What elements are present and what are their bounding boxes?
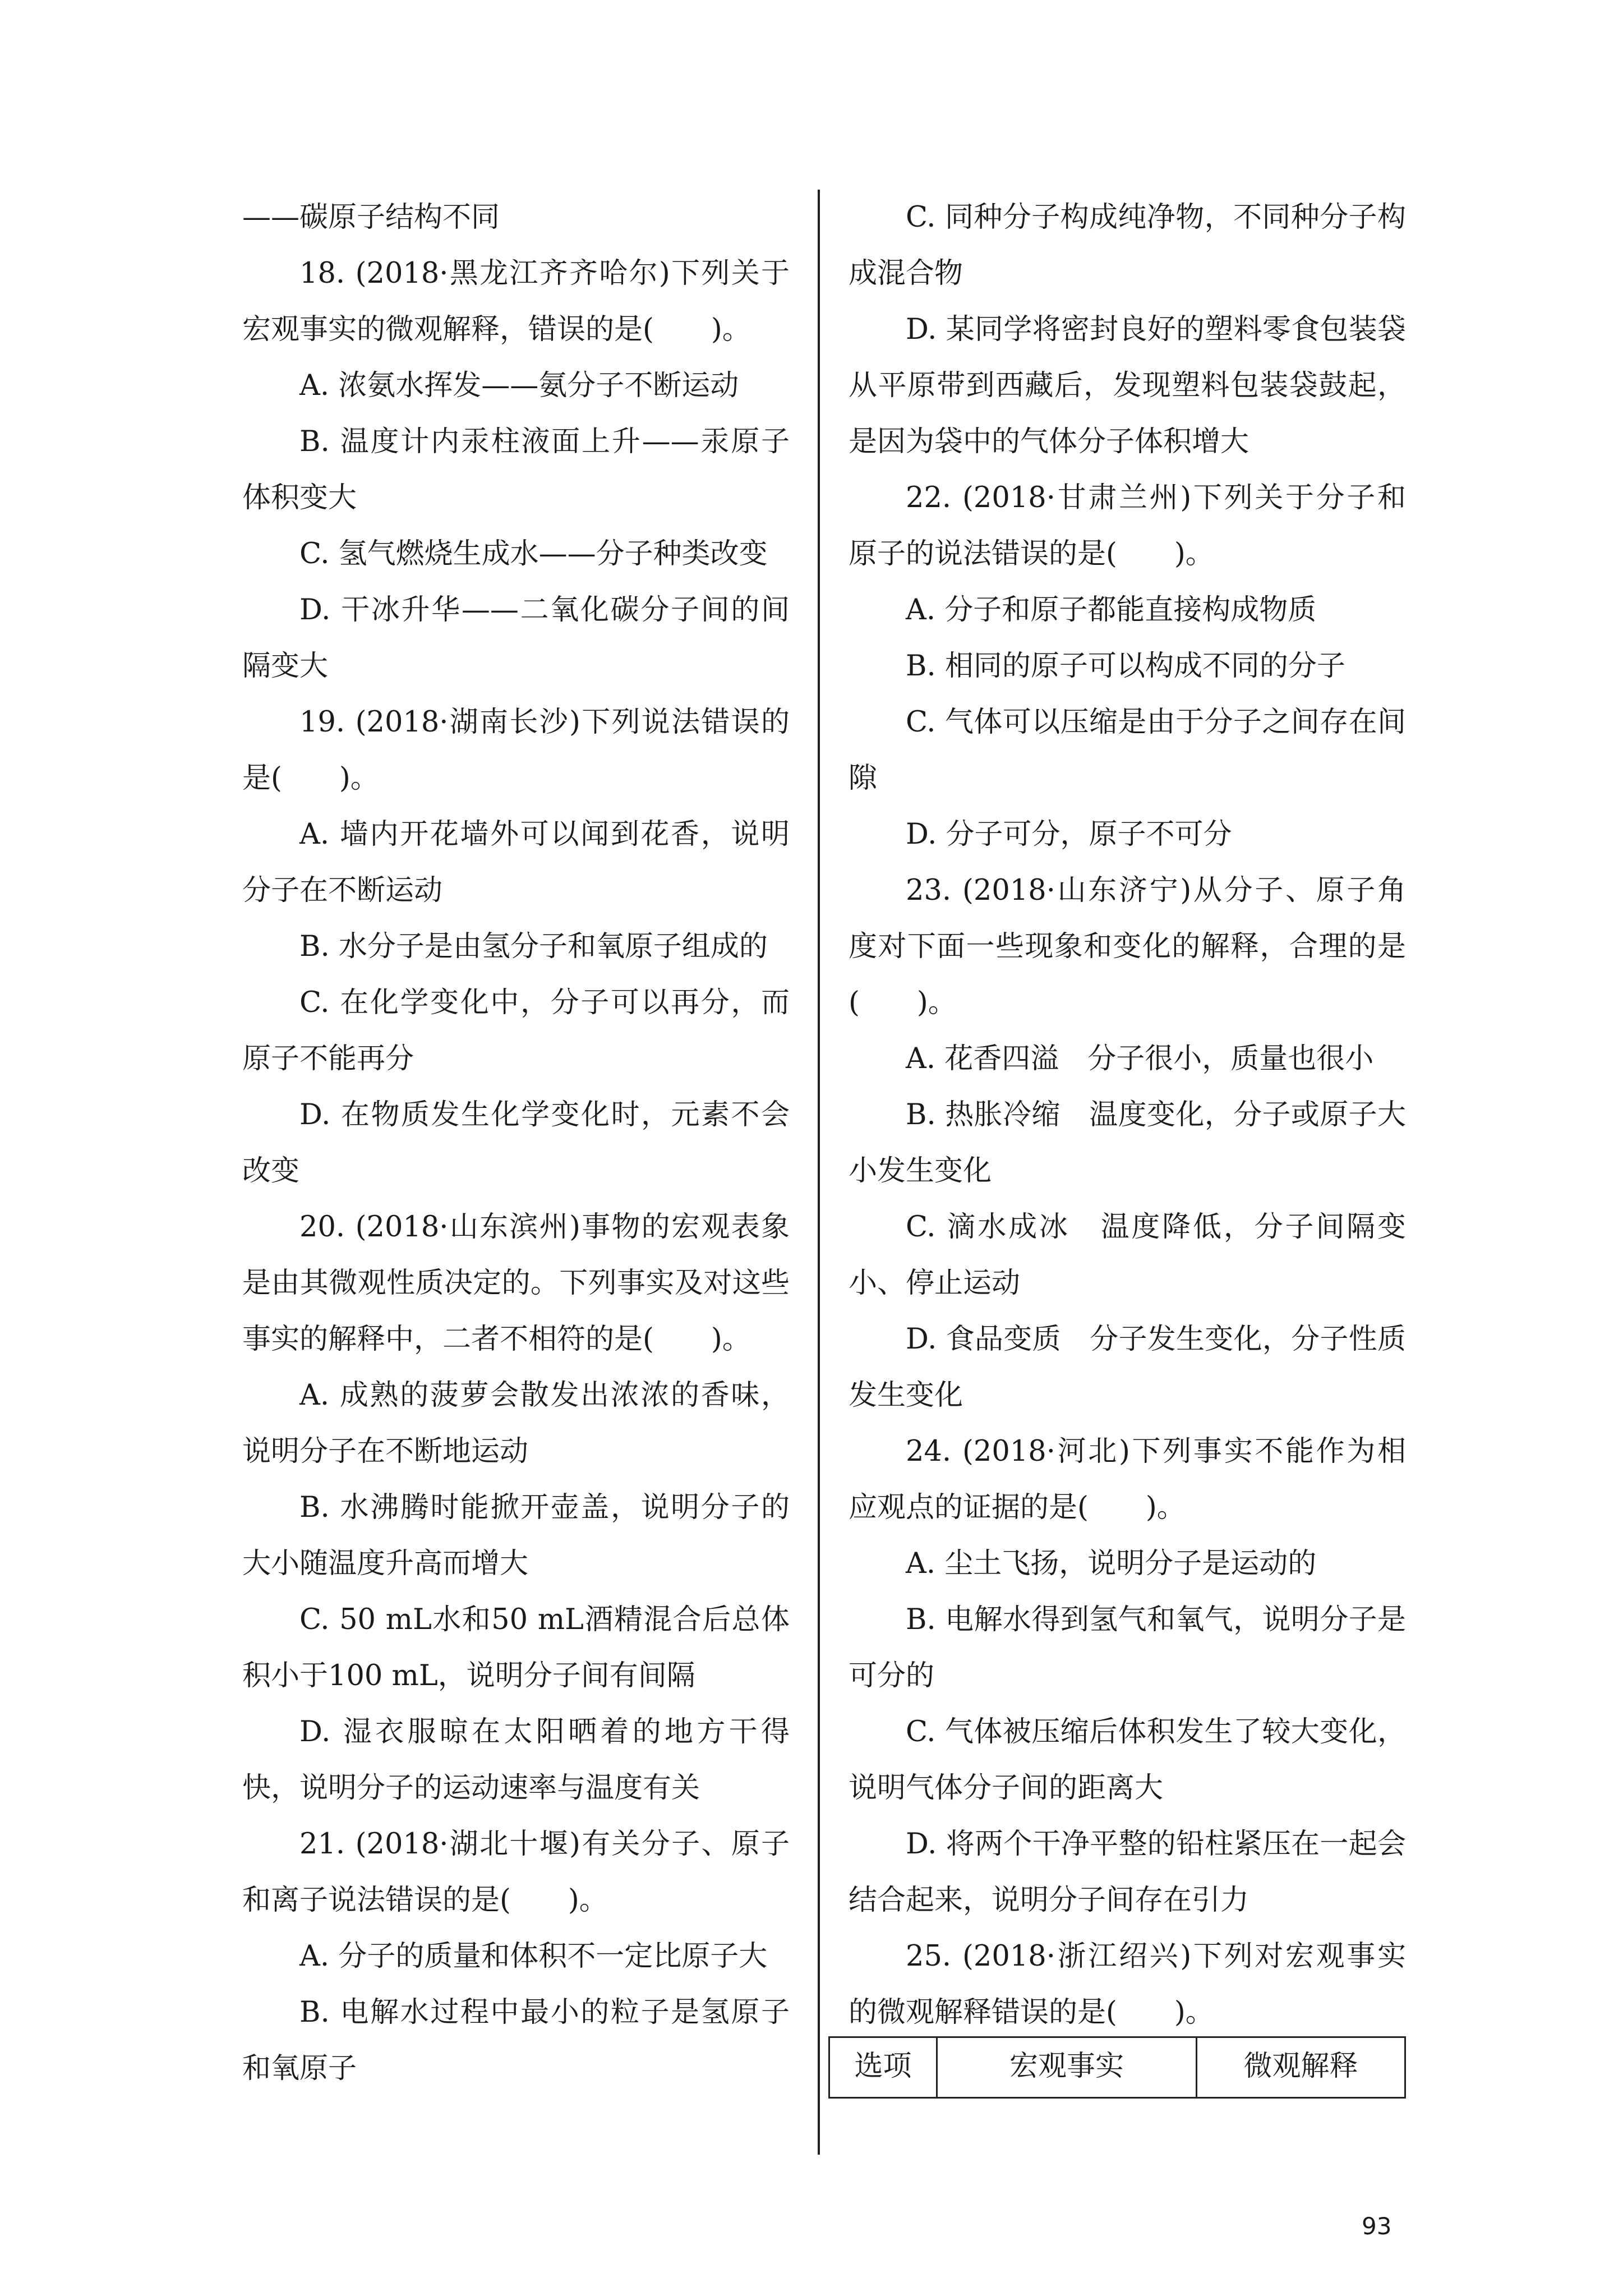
right-column-paragraph: C. 气体被压缩后体积发生了较大变化，说明气体分子间的距离大 — [849, 1715, 1406, 1805]
left-column-paragraph: B. 水沸腾时能掀开壶盖，说明分子的大小随温度升高而增大 — [242, 1491, 790, 1580]
right-column — [849, 190, 1406, 2041]
right-column-paragraph: B. 相同的原子可以构成不同的分子 — [906, 650, 1345, 683]
right-column-paragraph: C. 滴水成冰 温度降低，分子间隔变小、停止运动 — [849, 1211, 1406, 1300]
left-column-paragraph: A. 成熟的菠萝会散发出浓浓的香味，说明分子在不断地运动 — [242, 1379, 790, 1468]
right-column-paragraph: A. 尘土飞扬，说明分子是运动的 — [906, 1547, 1317, 1580]
left-column-paragraph: B. 温度计内汞柱液面上升——汞原子体积变大 — [242, 425, 790, 514]
left-column-paragraph: B. 电解水过程中最小的粒子是氢原子和氧原子 — [242, 1996, 790, 2085]
table-header-row — [829, 2037, 1405, 2098]
left-column-paragraph: A. 墙内开花墙外可以闻到花香，说明分子在不断运动 — [242, 818, 790, 907]
left-column-paragraph: C. 氢气燃烧生成水——分子种类改变 — [299, 537, 768, 570]
table-header-micro-explanation: 微观解释 — [1197, 2037, 1405, 2098]
table-header-option: 选项 — [829, 2037, 937, 2098]
page-number: 93 — [1362, 2212, 1392, 2240]
right-column-paragraph: B. 电解水得到氢气和氧气，说明分子是可分的 — [849, 1603, 1406, 1692]
right-column-paragraph: A. 分子和原子都能直接构成物质 — [906, 593, 1317, 627]
left-column-paragraph: C. 50 mL水和50 mL酒精混合后总体积小于100 mL，说明分子间有间隔 — [242, 1603, 790, 1692]
right-column-paragraph: B. 热胀冷缩 温度变化，分子或原子大小发生变化 — [849, 1098, 1406, 1188]
left-column-paragraph: ——碳原子结构不同 — [242, 201, 500, 234]
right-column-paragraph: 22. (2018·甘肃兰州)下列关于分子和原子的说法错误的是( )。 — [849, 481, 1406, 570]
right-column-paragraph: D. 某同学将密封良好的塑料零食包装袋从平原带到西藏后，发现塑料包装袋鼓起，是因为袋中的气体分子体积增大 — [849, 313, 1406, 458]
left-column-paragraph: 21. (2018·湖北十堰)有关分子、原子和离子说法错误的是( )。 — [242, 1828, 790, 1917]
right-column-paragraph: 23. (2018·山东济宁)从分子、原子角度对下面一些现象和变化的解释，合理的是( )。 — [849, 874, 1406, 1019]
left-column-paragraph: A. 浓氨水挥发——氨分子不断运动 — [299, 369, 739, 402]
left-column-paragraph: 18. (2018·黑龙江齐齐哈尔)下列关于宏观事实的微观解释，错误的是( )。 — [242, 257, 790, 346]
right-column-paragraph: D. 将两个干净平整的铅柱紧压在一起会结合起来，说明分子间存在引力 — [849, 1828, 1406, 1917]
right-column-paragraph: 25. (2018·浙江绍兴)下列对宏观事实的微观解释错误的是( )。 — [849, 1940, 1406, 2029]
left-column-paragraph: B. 水分子是由氢分子和氧原子组成的 — [299, 930, 768, 963]
right-column-paragraph: C. 气体可以压缩是由于分子之间存在间隙 — [849, 706, 1406, 795]
left-column-paragraph: 20. (2018·山东滨州)事物的宏观表象是由其微观性质决定的。下列事实及对这些事实的解释中，二者不相符的是( )。 — [242, 1211, 790, 1356]
right-column-paragraph: D. 分子可分，原子不可分 — [906, 818, 1232, 851]
left-column-paragraph: D. 湿衣服晾在太阳晒着的地方干得快，说明分子的运动速率与温度有关 — [242, 1715, 790, 1805]
right-column-paragraph: D. 食品变质 分子发生变化，分子性质发生变化 — [849, 1323, 1406, 1412]
left-column — [242, 190, 790, 2097]
left-column-paragraph: D. 干冰升华——二氧化碳分子间的间隔变大 — [242, 593, 790, 683]
left-column-paragraph: A. 分子的质量和体积不一定比原子大 — [299, 1940, 768, 1973]
table-header-macro-fact: 宏观事实 — [937, 2037, 1197, 2098]
left-column-paragraph: C. 在化学变化中，分子可以再分，而原子不能再分 — [242, 986, 790, 1075]
left-column-paragraph: D. 在物质发生化学变化时，元素不会改变 — [242, 1098, 790, 1188]
right-column-paragraph: A. 花香四溢 分子很小，质量也很小 — [906, 1042, 1374, 1075]
right-column-paragraph: 24. (2018·河北)下列事实不能作为相应观点的证据的是( )。 — [849, 1435, 1406, 1524]
left-column-paragraph: 19. (2018·湖南长沙)下列说法错误的是( )。 — [242, 706, 790, 795]
right-column-paragraph: C. 同种分子构成纯净物，不同种分子构成混合物 — [849, 201, 1406, 290]
answer-table — [828, 2036, 1406, 2099]
column-divider — [818, 190, 820, 2155]
